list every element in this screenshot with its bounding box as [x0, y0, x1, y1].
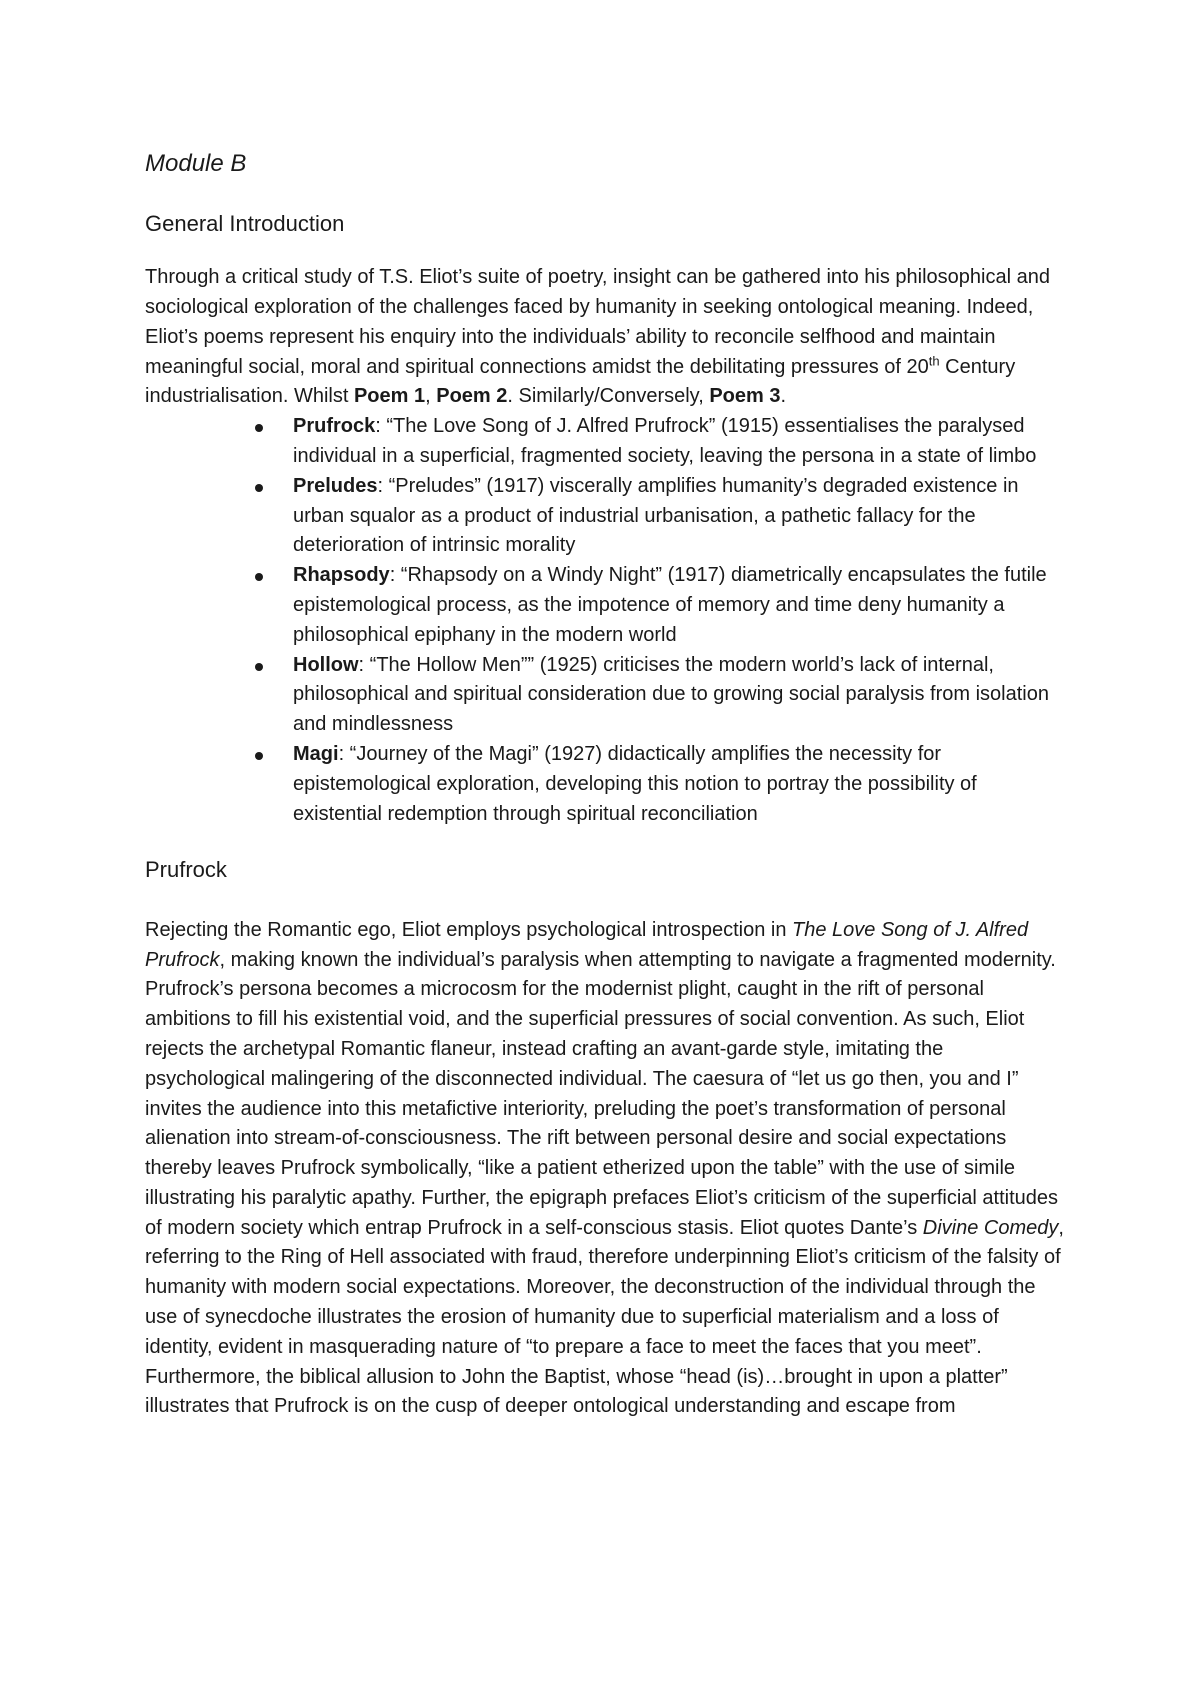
prufrock-text-2: , making known the individual’s paralysis when attempting to navigate a fragmented modernity. Prufrock’s persona becomes a microcosm for the modernist plight, caught in the rift of personal ambitions to fill his existential void, and the superficial pressures of social convention. As such, Eliot rejects the archetypal Romantic flaneur, instead crafting an avant-garde style, imitating the psychological malingering of the disconnected individual. The caesura of “let us go then, you and I” invites the audience into this metafictive interiority, preluding the poet’s transformation of personal alienation into stream-of-consciousness. The rift between personal desire and social expectations thereby leaves Prufrock symbolically, “like a patient etherized upon the table” with the use of simile illustrating his paralytic apathy. Further, the epigraph prefaces Eliot’s criticism of the superficial attitudes of modern society which entrap Prufrock in a self-conscious stasis. Eliot quotes Dante’s: [145, 948, 1059, 1239]
list-item-key: Magi: [293, 742, 339, 765]
prufrock-text-1: Rejecting the Romantic ego, Eliot employs psychological introspection in: [145, 918, 793, 941]
bullet-icon: [255, 752, 263, 760]
intro-paragraph: [145, 263, 1065, 412]
list-item: [293, 651, 1065, 740]
intro-text-4: .: [780, 385, 787, 408]
prufrock-text-3: , referring to the Ring of Hell associated with fraud, therefore underpinning Eliot’s criticism of the falsity of humanity with modern social expectations. Moreover, the deconstruction of the individual through the use of synecdoche illustrates the erosion of humanity due to superficial materialism and a loss of identity, evident in masquerading nature of “to prepare a face to meet the faces that you meet”. Furthermore, the biblical allusion to John the Baptist, whose “head (is)…brought in upon a platter” illustrates that Prufrock is on the cusp of deeper ontological understanding and escape from: [145, 1216, 1064, 1418]
list-item: [293, 472, 1065, 561]
poem-summary-list: [145, 412, 1065, 829]
bullet-icon: [255, 484, 263, 492]
list-item-text: : “The Hollow Men”” (1925) criticises the modern world’s lack of internal, philosophical and spiritual consideration due to growing social paralysis from isolation and mindlessness: [293, 653, 1049, 736]
document-page: [145, 150, 1065, 1422]
intro-superscript: th: [928, 352, 940, 368]
list-item: [293, 740, 1065, 829]
poem-2-label: Poem 2: [436, 385, 508, 408]
list-item-key: Preludes: [293, 474, 378, 497]
list-item: [293, 412, 1065, 472]
list-item-text: : “The Love Song of J. Alfred Prufrock” (1915) essentialises the paralysed individual in a superficial, fragmented society, leaving the persona in a state of limbo: [293, 415, 1037, 467]
intro-comma: ,: [425, 385, 437, 408]
list-item-key: Prufrock: [293, 415, 376, 438]
intro-heading: General Introduction: [145, 210, 345, 236]
poem-1-label: Poem 1: [353, 385, 426, 408]
list-item: [293, 561, 1065, 650]
list-item-text: : “Journey of the Magi” (1927) didactically amplifies the necessity for epistemological exploration, developing this notion to portray the possibility of existential redemption through spiritual reconciliation: [293, 742, 977, 825]
bullet-icon: [255, 573, 263, 581]
list-item-key: Hollow: [293, 653, 359, 676]
poem-3-label: Poem 3: [709, 385, 781, 408]
list-item-text: : “Rhapsody on a Windy Night” (1917) diametrically encapsulates the futile epistemological process, as the impotence of memory and time deny humanity a philosophical epiphany in the modern world: [293, 564, 1047, 646]
prufrock-paragraph: [145, 916, 1065, 1423]
intro-text-3: . Similarly/Conversely,: [507, 385, 710, 408]
prufrock-poem-title: The Love Song of J. Alfred Prufrock: [145, 918, 1029, 971]
dante-title: Divine Comedy: [922, 1216, 1059, 1239]
bullet-icon: [255, 424, 263, 432]
intro-text-1: Through a critical study of T.S. Eliot’s suite of poetry, insight can be gathered into his philosophical and sociological exploration of the challenges faced by humanity in seeking ontological meaning. Indeed, Eliot’s poems represent his enquiry into the individuals’ ability to reconcile selfhood and maintain meaningful social, moral and spiritual connections amidst the debilitating pressures of 20: [145, 266, 1050, 378]
bullet-icon: [255, 663, 263, 671]
intro-text-2: Century industrialisation. Whilst: [145, 355, 1016, 408]
prufrock-heading: Prufrock: [145, 857, 227, 883]
list-item-text: : “Preludes” (1917) viscerally amplifies humanity’s degraded existence in urban squalor as a product of industrial urbanisation, a pathetic fallacy for the deterioration of intrinsic morality: [293, 474, 1019, 557]
list-item-key: Rhapsody: [293, 564, 390, 587]
module-title: Module B: [145, 150, 247, 177]
